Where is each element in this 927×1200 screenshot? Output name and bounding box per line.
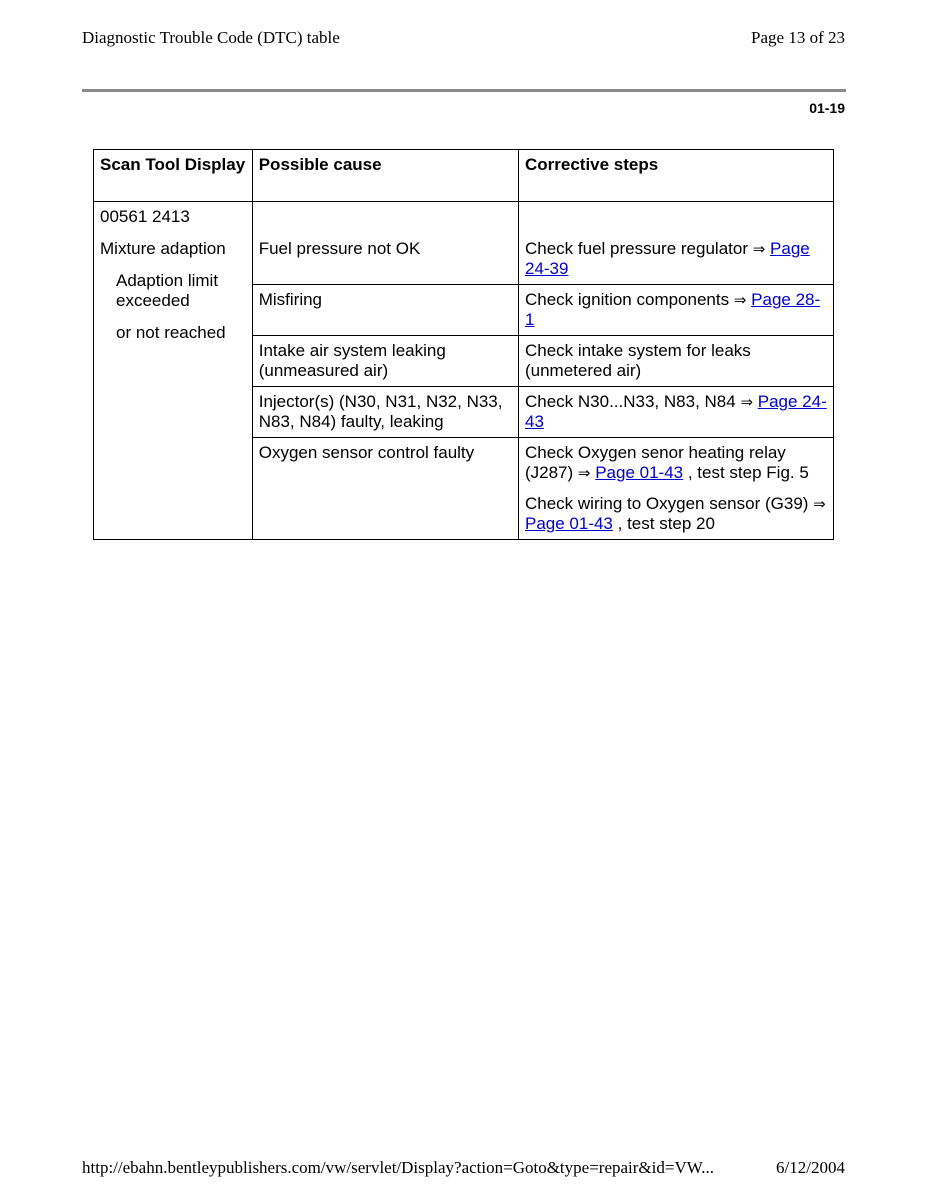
- cause-cell: [252, 387, 518, 438]
- step-suffix: , test step Fig. 5: [687, 463, 809, 482]
- link-page-24-39[interactable]: Page 24-39: [524, 239, 810, 278]
- step-cell: [518, 387, 833, 438]
- step-cell: [518, 202, 833, 285]
- cause-cell: [252, 438, 518, 540]
- link-page-28-1[interactable]: Page 28-1: [524, 290, 821, 329]
- footer-date: 6/12/2004: [776, 1158, 845, 1177]
- step-text: [525, 392, 827, 432]
- step-cell: [518, 336, 833, 387]
- footer-url: http://ebahn.bentleypublishers.com/vw/servlet/Display?action=Goto&type=repair&id=VW...: [82, 1158, 714, 1177]
- link-page-01-43[interactable]: Page 01-43: [524, 514, 613, 533]
- step-cell: [518, 285, 833, 336]
- step-label: Check N30...N33, N83, N84: [524, 392, 736, 411]
- table-row: [94, 202, 834, 285]
- step-label: Check wiring to Oxygen sensor (G39): [524, 494, 809, 513]
- arrow-right-icon: ⇒: [733, 291, 747, 309]
- header-corrective-steps: Corrective steps: [518, 150, 833, 202]
- cause-cell: [252, 285, 518, 336]
- step-text-relay: [525, 443, 827, 483]
- cause-cell: [252, 202, 518, 285]
- dtc-condition-1: Adaption limit exceeded: [116, 271, 219, 310]
- step-label: Check ignition components: [524, 290, 730, 309]
- cause-text: Fuel pressure not OK: [258, 239, 421, 258]
- step-text-wiring: [525, 494, 827, 534]
- dtc-table: [93, 149, 834, 540]
- arrow-right-icon: ⇒: [752, 240, 766, 258]
- step-label: Check fuel pressure regulator: [524, 239, 748, 258]
- dtc-code: 00561 2413: [100, 207, 190, 226]
- step-label: Check Oxygen senor heating relay (J287): [524, 443, 786, 482]
- step-text: [525, 239, 827, 279]
- header-possible-cause: Possible cause: [252, 150, 518, 202]
- arrow-right-icon: ⇒: [740, 393, 754, 411]
- cause-text: Injector(s) (N30, N31, N32, N33, N83, N84) faulty, leaking: [258, 392, 503, 431]
- step-text: Check intake system for leaks (unmetered air): [524, 341, 751, 380]
- cause-text: Intake air system leaking (unmeasured air): [258, 341, 446, 380]
- step-text: [525, 290, 827, 330]
- scan-tool-cell: [94, 202, 253, 540]
- section-number: 01-19: [809, 100, 845, 116]
- arrow-right-icon: ⇒: [577, 464, 591, 482]
- cause-text: Misfiring: [258, 290, 323, 309]
- table-header-row: [94, 150, 834, 202]
- link-page-24-43[interactable]: Page 24-43: [524, 392, 827, 431]
- step-cell: [518, 438, 833, 540]
- document-title: Diagnostic Trouble Code (DTC) table: [82, 28, 340, 47]
- cause-text: Oxygen sensor control faulty: [258, 443, 475, 462]
- page-counter: Page 13 of 23: [751, 28, 845, 47]
- header-divider: [82, 89, 846, 92]
- link-page-01-43[interactable]: Page 01-43: [595, 463, 684, 482]
- step-suffix: , test step 20: [617, 514, 715, 533]
- header-scan-tool-display: Scan Tool Display: [94, 150, 253, 202]
- dtc-condition-2: or not reached: [116, 323, 226, 342]
- cause-cell: [252, 336, 518, 387]
- dtc-label: Mixture adaption: [100, 239, 226, 258]
- arrow-right-icon: ⇒: [813, 495, 826, 513]
